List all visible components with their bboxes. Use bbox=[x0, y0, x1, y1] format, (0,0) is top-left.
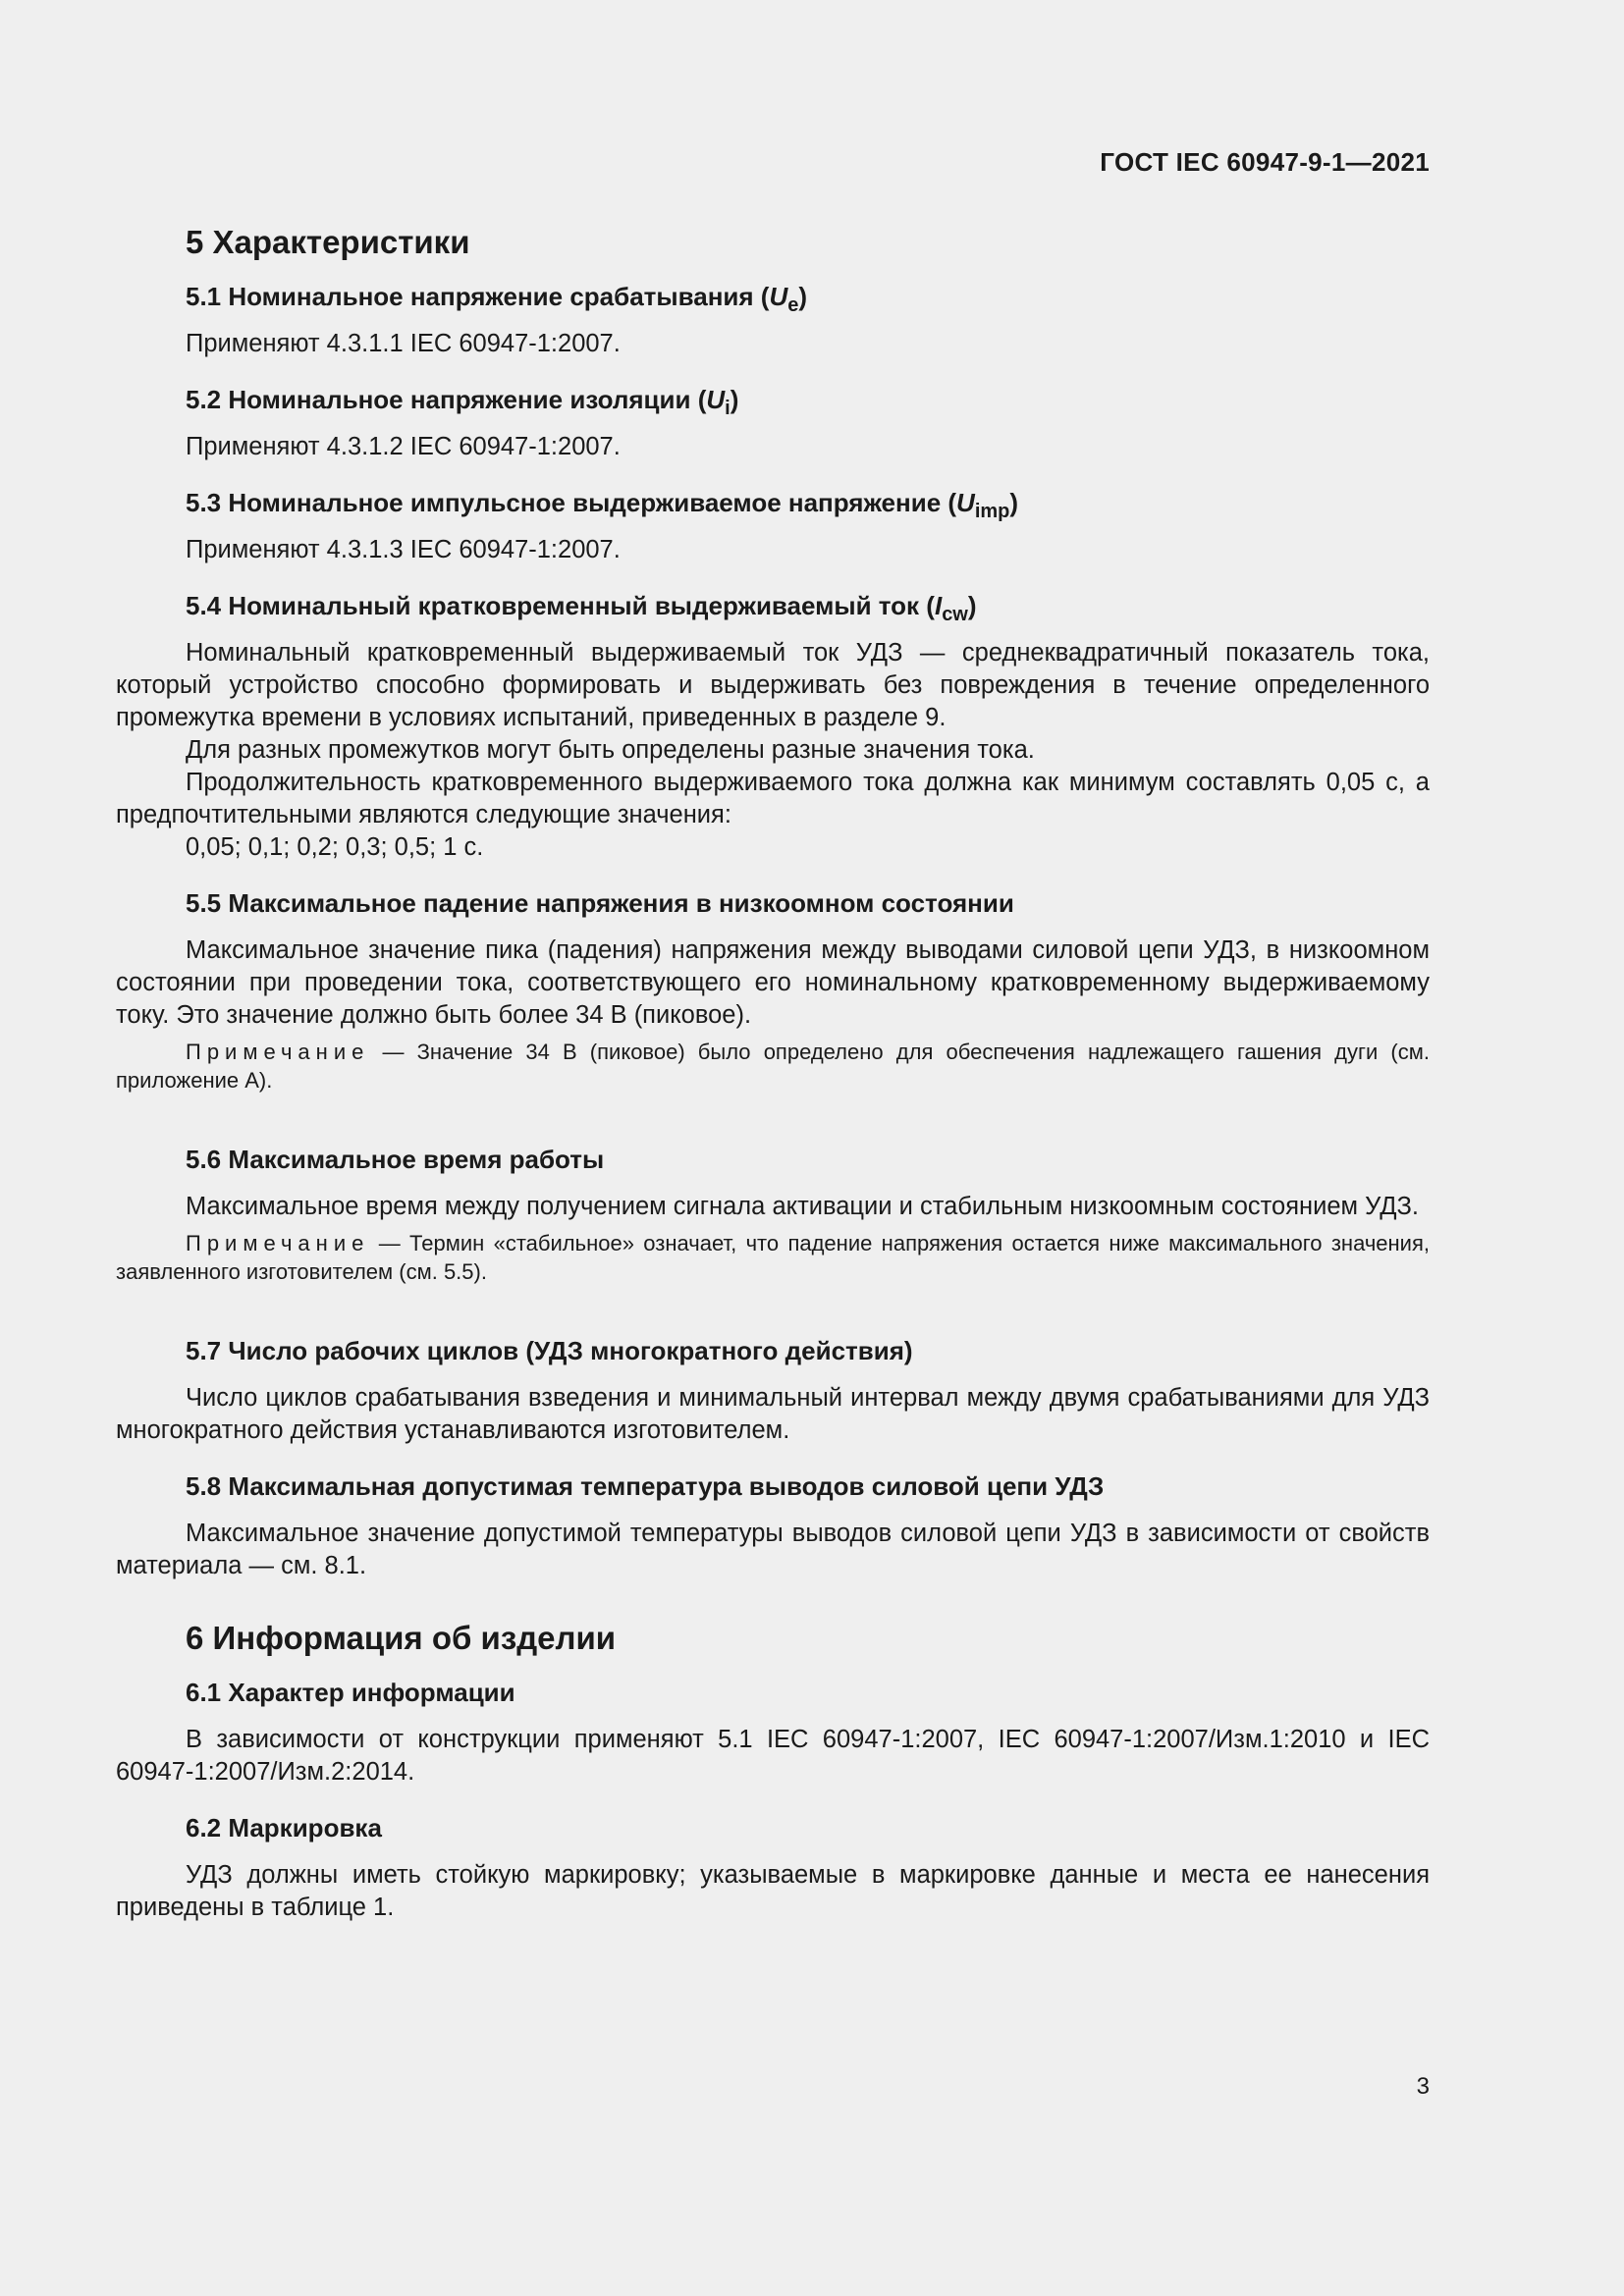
heading-text: 5.4 Номинальный кратковременный выдерживаемый ток ( bbox=[186, 591, 935, 620]
section-6-heading: 6 Информация об изделии bbox=[186, 1620, 617, 1656]
spacer bbox=[116, 1602, 1430, 1616]
section-5-8-heading: 5.8 Максимальная допустимая температура выводов силовой цепи УДЗ bbox=[186, 1471, 1105, 1501]
note-text: — Значение 34 В (пиковое) было определено для обеспечения надлежащего гашения дуги (см. приложение А). bbox=[116, 1040, 1430, 1093]
heading-close: ) bbox=[967, 591, 977, 620]
heading-close: ) bbox=[1009, 488, 1019, 517]
section-5-6-note bbox=[116, 1229, 1430, 1286]
note-text: — Термин «стабильное» означает, что падение напряжения остается ниже максимального значения, заявленного изготовителем (см. 5.5). bbox=[116, 1231, 1430, 1284]
symbol-subscript: cw bbox=[942, 604, 968, 626]
note-label: Примечание bbox=[186, 1040, 370, 1064]
section-5-7-paragraph: Число циклов срабатывания взведения и минимальный интервал между двумя срабатываниями для УДЗ многократного действия устанавливаются изготовителем. bbox=[116, 1384, 1430, 1444]
section-5-4-paragraph-3: Продолжительность кратковременного выдерживаемого тока должна как минимум составлять 0,05 с, а предпочтительными являются следующие значения: bbox=[116, 769, 1430, 828]
section-5-7-heading: 5.7 Число рабочих циклов (УДЗ многократного действия) bbox=[186, 1336, 913, 1365]
section-6-2-heading: 6.2 Маркировка bbox=[186, 1813, 382, 1842]
section-5-6-heading: 5.6 Максимальное время работы bbox=[186, 1145, 605, 1174]
section-5-6-paragraph: Максимальное время между получением сигнала активации и стабильным низкоомным состоянием УДЗ. bbox=[186, 1193, 1419, 1220]
symbol-subscript: e bbox=[787, 294, 799, 317]
section-5-5-note bbox=[116, 1038, 1430, 1095]
symbol-subscript: i bbox=[725, 398, 731, 420]
section-6-2-paragraph: УДЗ должны иметь стойкую маркировку; указываемые в маркировке данные и места ее нанесения приведены в таблице 1. bbox=[116, 1861, 1430, 1921]
heading-text: 5.2 Номинальное напряжение изоляции ( bbox=[186, 385, 707, 414]
document-body bbox=[116, 220, 1430, 1944]
note-label: Примечание bbox=[186, 1231, 370, 1255]
section-6-1-heading: 6.1 Характер информации bbox=[186, 1678, 515, 1707]
section-5-2-heading bbox=[116, 380, 1430, 419]
symbol-subscript: imp bbox=[974, 501, 1010, 523]
symbol: U bbox=[706, 385, 726, 414]
section-5-1-text: Применяют 4.3.1.1 IEC 60947-1:2007. bbox=[186, 330, 621, 357]
section-5-4-heading bbox=[116, 586, 1430, 625]
symbol: U bbox=[769, 282, 788, 311]
section-5-5-paragraph: Максимальное значение пика (падения) напряжения между выводами силовой цепи УДЗ, в низкоомном состоянии при проведении тока, соответствующего его номинальному кратковременному выдерживаемому току. Это значение должно быть более 34 В (пиковое). bbox=[116, 936, 1430, 1029]
heading-text: 5.3 Номинальное импульсное выдерживаемое напряжение ( bbox=[186, 488, 957, 517]
section-5-4-paragraph-2: Для разных промежутков могут быть определены разные значения тока. bbox=[186, 736, 1035, 764]
section-5-4-values: 0,05; 0,1; 0,2; 0,3; 0,5; 1 с. bbox=[186, 833, 484, 861]
section-5-heading: 5 Характеристики bbox=[186, 224, 470, 260]
heading-text: 5.1 Номинальное напряжение срабатывания ( bbox=[186, 282, 770, 311]
section-5-8-paragraph: Максимальное значение допустимой температуры выводов силовой цепи УДЗ в зависимости от свойств материала — см. 8.1. bbox=[116, 1520, 1430, 1579]
section-5-1-heading bbox=[116, 277, 1430, 316]
symbol: I bbox=[934, 591, 943, 620]
section-5-5-heading: 5.5 Максимальное падение напряжения в низкоомном состоянии bbox=[186, 888, 1014, 918]
section-5-2-text: Применяют 4.3.1.2 IEC 60947-1:2007. bbox=[186, 433, 621, 460]
heading-close: ) bbox=[730, 385, 739, 414]
heading-close: ) bbox=[798, 282, 808, 311]
section-5-3-text: Применяют 4.3.1.3 IEC 60947-1:2007. bbox=[186, 536, 621, 563]
section-6-1-paragraph: В зависимости от конструкции применяют 5.1 IEC 60947-1:2007, IEC 60947-1:2007/Изм.1:2010 и IEC 60947-1:2007/Изм.2:2014. bbox=[116, 1726, 1430, 1786]
symbol: U bbox=[956, 488, 975, 517]
section-5-3-heading bbox=[116, 483, 1430, 522]
section-5-4-paragraph-1: Номинальный кратковременный выдерживаемый ток УДЗ — среднеквадратичный показатель тока, который устройство способно формировать и выдерживать без повреждения в течение определенного промежутка времени в условиях испытаний, приведенных в разделе 9. bbox=[116, 639, 1430, 731]
page-number: 3 bbox=[1416, 2073, 1430, 2100]
document-id-header: ГОСТ IEC 60947-9-1—2021 bbox=[1100, 147, 1430, 177]
